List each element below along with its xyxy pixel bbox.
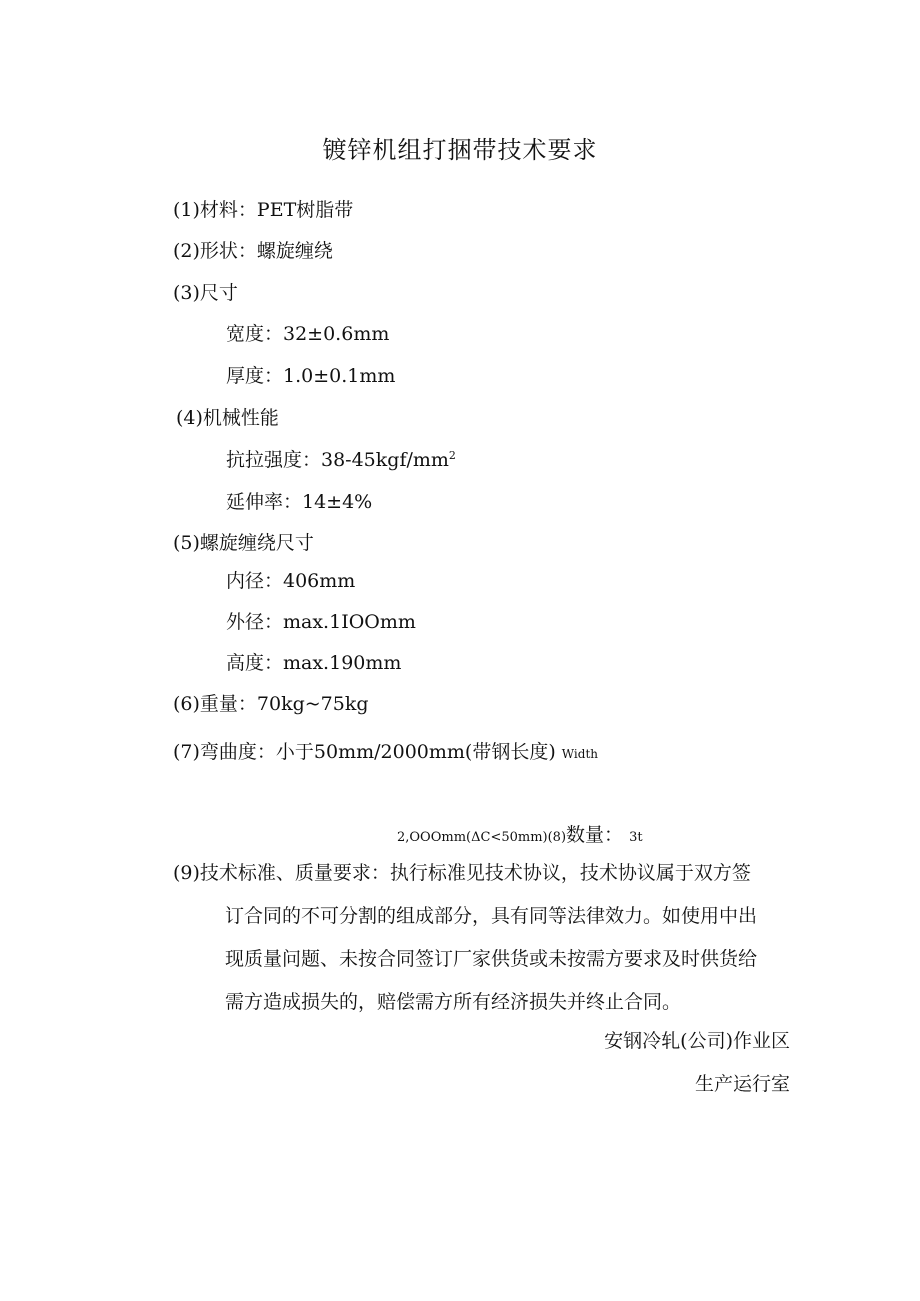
requirements-paragraph [173, 852, 791, 1024]
item-coil-heading: (5)螺旋缠绕尺寸 [173, 532, 314, 554]
tensile-superscript: 2 [448, 449, 456, 462]
tensile-text: 抗拉强度：38-45kgf∕mm [226, 449, 449, 471]
item-outer-diameter: 外径：max.1IOOmm [226, 611, 416, 633]
bend-width-label: Width [561, 747, 598, 761]
item-shape: (2)形状：螺旋缠绕 [173, 240, 333, 262]
item-bend-continuation [397, 822, 643, 851]
bend-text: (7)弯曲度：小于50mm∕2000mm(带钢长度) [173, 741, 556, 763]
signature-org: 安钢冷轧(公司)作业区 [604, 1030, 790, 1052]
signature-dept: 生产运行室 [694, 1073, 790, 1095]
item-width: 宽度：32±0.6mm [226, 323, 390, 345]
item-inner-diameter: 内径：406mm [226, 570, 356, 592]
item-thickness: 厚度：1.0±0.1mm [226, 365, 396, 387]
requirements-line-3: 现质量问题、未按合同签订厂家供货或未按需方要求及时供货给 [225, 948, 758, 970]
item-height: 高度：max.190mm [226, 652, 402, 674]
item-material: (1)材料：PET树脂带 [173, 199, 354, 221]
bend-continuation-c: 3t [629, 830, 643, 845]
document-title: 镀锌机组打捆带技术要求 [322, 136, 598, 164]
item-weight: (6)重量：70kg~75kg [173, 693, 369, 715]
requirements-line-2: 订合同的不可分割的组成部分，具有同等法律效力。如使用中出 [225, 905, 758, 927]
bend-continuation-a: 2,OOOmm(ΔC<50mm)(8) [397, 830, 567, 845]
requirements-line-1: (9)技术标准、质量要求：执行标准见技术协议，技术协议属于双方签 [173, 862, 751, 884]
item-bend [173, 739, 598, 767]
requirements-line-4: 需方造成损失的，赔偿需方所有经济损失并终止合同。 [225, 991, 682, 1013]
item-tensile [226, 447, 456, 473]
bend-continuation-b: 数量： [566, 824, 624, 846]
item-size-heading: (3)尺寸 [173, 282, 238, 304]
item-mech-heading: (4)机械性能 [176, 407, 279, 429]
item-elongation: 延伸率：14±4% [226, 491, 373, 513]
